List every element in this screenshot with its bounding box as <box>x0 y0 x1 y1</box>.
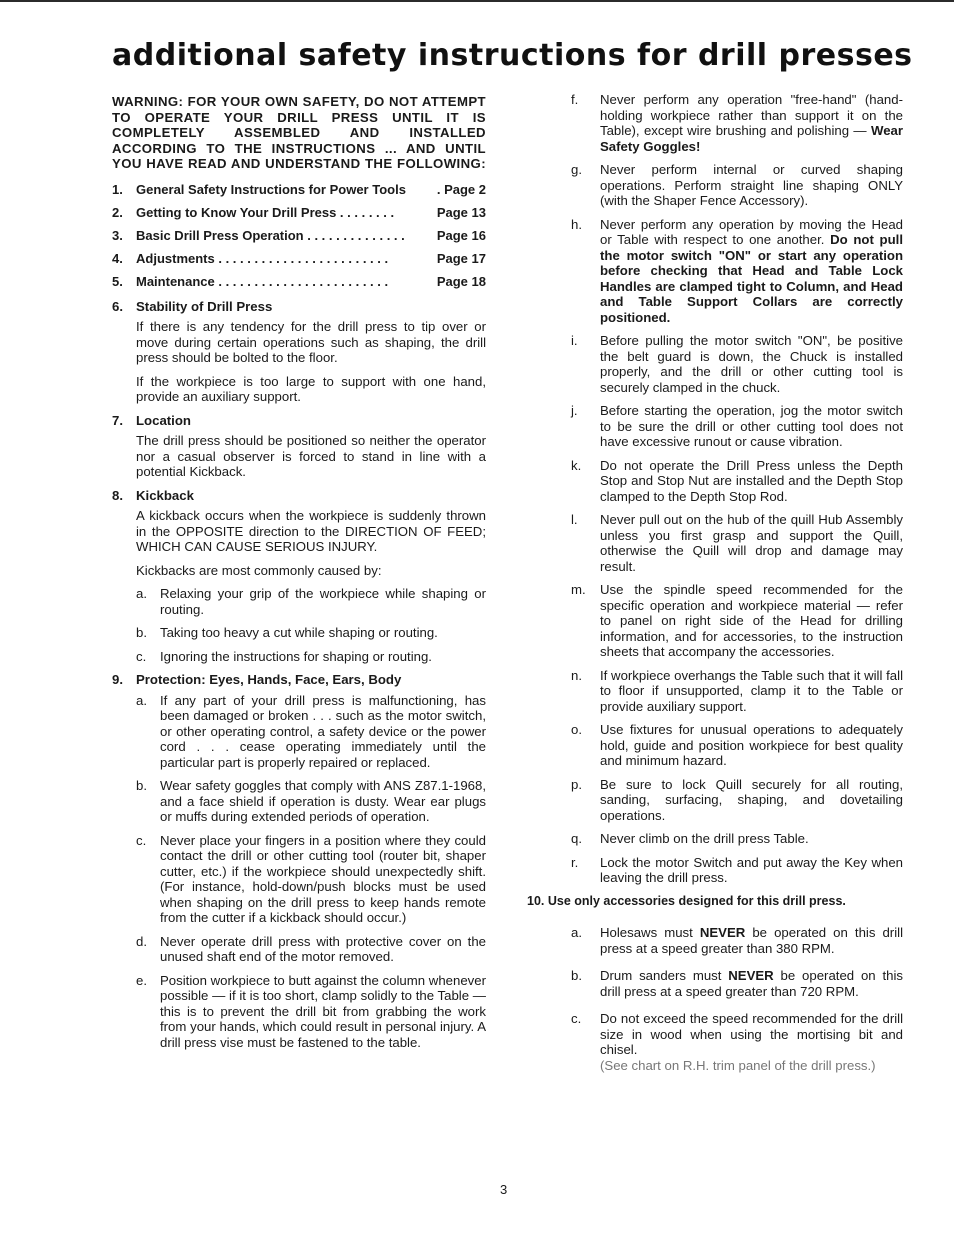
list-item: a. If any part of your drill press is malfunctioning, has been damaged or broken . . . such as the motor switch, or other operating control, a safety device or the power cord . . . cease operating immediately until the particular part is properly repaired or replaced. <box>136 692 486 770</box>
section-heading: 6. Stability of Drill Press <box>112 298 273 314</box>
paragraph: The drill press should be positioned so neither the operator nor a casual observer is forced to stand in line with a potential Kickback. <box>136 433 486 479</box>
list-item: f. Never perform any operation "free-hand" (hand-holding workpiece rather than support it on the Table), except wire brushing and polishing — Wear Safety Goggles! <box>571 92 903 154</box>
paragraph: If the workpiece is too large to support with one hand, provide an auxiliary support. <box>136 373 486 404</box>
list-item: q. Never climb on the drill press Table. <box>571 831 809 846</box>
section-heading: 10. Use only accessories designed for this drill press. <box>527 893 846 908</box>
toc <box>112 178 486 293</box>
left-column <box>112 94 486 1058</box>
list-item: b. Wear safety goggles that comply with ANS Z87.1-1968, and a face shield if operation is dusty. Wear ear plugs or muffs during extended periods of operation. <box>136 778 486 824</box>
paragraph: A kickback occurs when the workpiece is suddenly thrown in the OPPOSITE direction to the DIRECTION OF FEED; WHICH CAN CAUSE SERIOUS INJURY. <box>136 508 486 554</box>
warning-text: WARNING: FOR YOUR OWN SAFETY, DO NOT ATTEMPT TO OPERATE YOUR DRILL PRESS UNTIL IT IS COMPLETELY ASSEMBLED AND INSTALLED ACCORDING TO THE INSTRUCTIONS ... AND UNTIL YOU HAVE READ AND UNDERSTAND THE FOLLOWING: <box>112 94 486 171</box>
list-item: b. Drum sanders must NEVER be operated on this drill press at a speed greater than 720 RPM. <box>571 968 903 999</box>
list-item: d. Never operate drill press with protective cover on the unused shaft end of the motor removed. <box>136 933 486 964</box>
right-column <box>527 92 903 1085</box>
top-border <box>0 0 954 2</box>
page-title: additional safety instructions for drill presses <box>112 38 913 73</box>
section-heading: 9. Protection: Eyes, Hands, Face, Ears, Body <box>112 672 402 687</box>
list-item: k. Do not operate the Drill Press unless the Depth Stop and Stop Nut are installed and the Depth Stop clamped to the Depth Stop Rod. <box>571 457 903 504</box>
list-item: b. Taking too heavy a cut while shaping or routing. <box>136 625 438 640</box>
list-item: h. Never perform any operation by moving the Head or Table with respect to one another. Do not pull the motor switch "ON" or start any operation before checking that Head and Table Lock Handles are clamped tight to Column, and Head and Table Support Collars are correctly positioned. <box>571 216 903 325</box>
list-item: r. Lock the motor Switch and put away the Key when leaving the drill press. <box>571 854 903 885</box>
section-heading: 7. Location <box>112 412 191 428</box>
list-item: n. If workpiece overhangs the Table such that it will fall to floor if unsupported, clamp it to the Table or provide auxiliary support. <box>571 667 903 714</box>
list-item: m. Use the spindle speed recommended for the specific operation and workpiece material — refer to panel on right side of the Head for drilling information, and for accessories, to the instruction sheets that accompany the accessories. <box>571 582 903 659</box>
toc-item: 3. Basic Drill Press Operation . . . . . . . . . . . . . . Page 16 <box>112 227 486 243</box>
list-item: c. Do not exceed the speed recommended for the drill size in wood when using the mortising bit and chisel. (See chart on R.H. trim panel of the drill press.) <box>571 1011 903 1073</box>
list-item: c. Ignoring the instructions for shaping or routing. <box>136 648 432 664</box>
list-item: p. Be sure to lock Quill securely for all routing, sanding, surfacing, shaping, and dovetailing operations. <box>571 776 903 823</box>
list-item: o. Use fixtures for unusual operations to adequately hold, guide and position workpiece for best quality and minimum hazard. <box>571 722 903 768</box>
toc-item: 2. Getting to Know Your Drill Press . . . . . . . . Page 13 <box>112 204 486 220</box>
page-number: 3 <box>500 1182 508 1197</box>
list-item: g. Never perform internal or curved shaping operations. Perform straight line shaping ONLY (with the Shaper Fence Accessory). <box>571 162 903 208</box>
toc-item: 1. General Safety Instructions for Power Tools . Page 2 <box>112 181 486 197</box>
list-item: c. Never place your fingers in a position where they could contact the drill or other cutting tool (router bit, shaper cutter, etc.) if the workpiece should unexpectedly shift. (For instance, hold-down/push blocks must be used when shaping on the drill press to keep hands remote from the cutter if a kickback should occur.) <box>136 832 486 925</box>
list-item: a. Relaxing your grip of the workpiece while shaping or routing. <box>136 586 486 617</box>
list-item: l. Never pull out on the hub of the quill Hub Assembly unless you first grasp and support the Quill, otherwise the Quill will drop and damage may result. <box>571 512 903 574</box>
list-item: i. Before pulling the motor switch "ON", be positive the belt guard is down, the Chuck is installed properly, and the drill or other cutting tool is securely clamped in the chuck. <box>571 333 903 395</box>
list-item: a. Holesaws must NEVER be operated on this drill press at a speed greater than 380 RPM. <box>571 925 903 956</box>
list-item: e. Position workpiece to butt against the column whenever possible — if it is too short, clamp solidly to the Table — this is to prevent the drill bit from grabbing the work from your hands, which could result in personal injury. A drill press vise must be fastened to the table. <box>136 972 486 1050</box>
paragraph: If there is any tendency for the drill press to tip over or move during certain operations such as shaping, the drill press should be bolted to the floor. <box>136 319 486 365</box>
paragraph: Kickbacks are most commonly caused by: <box>136 562 382 578</box>
toc-item: 4. Adjustments . . . . . . . . . . . . . . . . . . . . . . . . Page 17 <box>112 250 486 266</box>
toc-item: 5. Maintenance . . . . . . . . . . . . . . . . . . . . . . . . Page 18 <box>112 273 486 289</box>
section-heading: 8. Kickback <box>112 487 194 503</box>
list-item: j. Before starting the operation, jog the motor switch to be sure the drill or other cutting tool does not have excessive runout or cause vibration. <box>571 403 903 449</box>
